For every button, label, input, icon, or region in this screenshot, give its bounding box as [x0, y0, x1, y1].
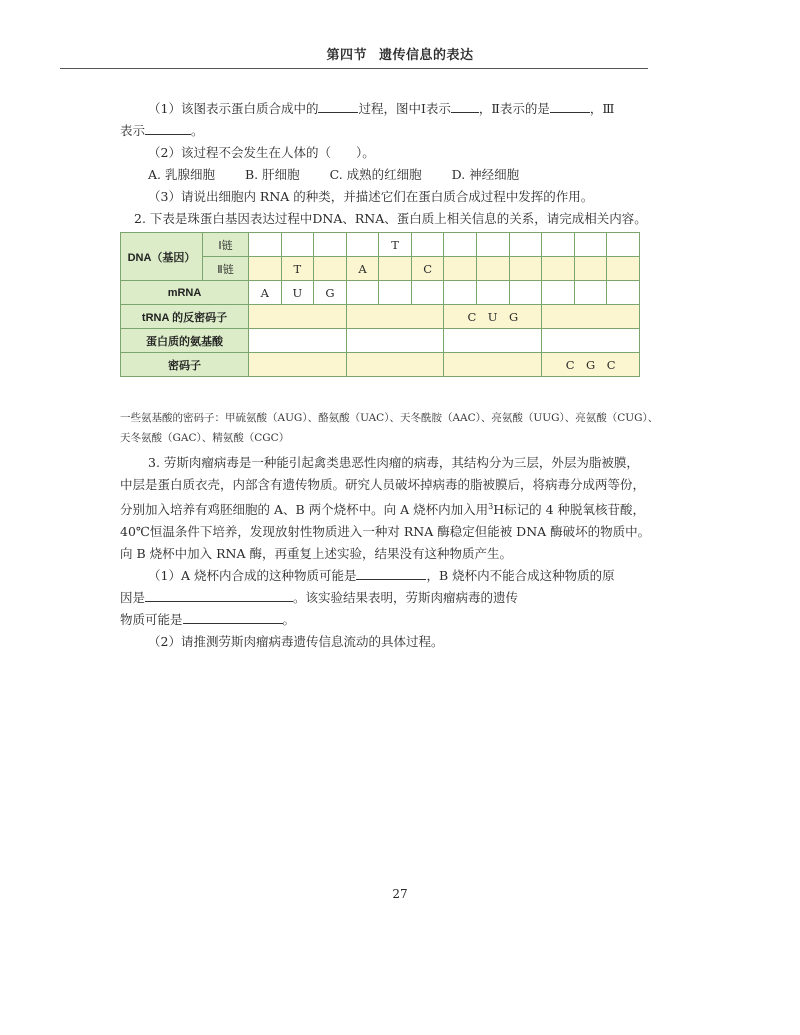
codon-note: 一些氨基酸的密码子：甲硫氨酸（AUG）、酪氨酸（UAC）、天冬酰胺（AAC）、亮氨酸（UUG）、亮氨酸（CUG）、 天冬氨酸（GAC）、精氨酸（CGC）: [120, 412, 659, 444]
table-cell[interactable]: [346, 281, 379, 305]
answer-blank: [356, 565, 426, 580]
table-cell[interactable]: [509, 257, 542, 281]
table-cell[interactable]: [444, 329, 542, 353]
page-number: 27: [392, 887, 408, 901]
table-cell[interactable]: [542, 233, 575, 257]
table-cell[interactable]: C G C: [542, 353, 640, 377]
table-cell[interactable]: [444, 281, 477, 305]
codon-label: 密码子: [121, 353, 249, 377]
amino-acid-label: 蛋白质的氨基酸: [121, 329, 249, 353]
answer-blank: [145, 587, 293, 602]
table-cell[interactable]: [542, 257, 575, 281]
table-cell[interactable]: [346, 353, 444, 377]
table-cell[interactable]: [314, 233, 347, 257]
table-cell[interactable]: [379, 281, 412, 305]
table-cell[interactable]: [607, 281, 640, 305]
table-cell[interactable]: G: [314, 281, 347, 305]
table-cell[interactable]: [509, 281, 542, 305]
option-b: B. 肝细胞: [244, 167, 300, 182]
section-number: 第四节: [326, 48, 367, 63]
table-cell[interactable]: [444, 257, 477, 281]
table-cell[interactable]: [314, 257, 347, 281]
table-cell[interactable]: U: [281, 281, 314, 305]
question-3: 3. 劳斯肉瘤病毒是一种能引起禽类患恶性肉瘤的病毒，其结构分为三层，外层为脂被膜， 中层是蛋白质衣壳，内部含有遗传物质。研究人员破坏掉病毒的脂被膜后，将病毒分成两等份， 分别加入培养有鸡胚细胞的 A、B 两个烧杯中。向 A 烧杯内加入用$^3$H标记的 4 种脱氧核苷酸， 40℃恒温条件下培养，发现放射性物质进入一种对 RNA 酶稳定但能被 DNA 酶破坏的物质中。 向 B 烧杯中加入 RNA 酶，再重复上述实验，结果没有这种物质产生。 （1）A 烧杯内合成的这种物质可能是 ，B 烧杯内不能合成这种物质的原 因是 。该实验结果表明，劳斯肉瘤病毒的遗传 物质可能是 。 （2）请推测劳斯肉瘤病毒遗传信息流动的具体过程。: [120, 452, 660, 653]
answer-blank: [451, 98, 479, 113]
table-cell[interactable]: [574, 281, 607, 305]
option-c: C. 成熟的红细胞: [329, 167, 422, 182]
table-cell[interactable]: A: [346, 257, 379, 281]
header-rule: [60, 68, 648, 69]
q1-line-3: （2）该过程不会发生在人体的（ ）。: [148, 145, 375, 160]
trna-label: tRNA 的反密码子: [121, 305, 249, 329]
table-cell[interactable]: [249, 353, 347, 377]
table-cell[interactable]: [542, 281, 575, 305]
table-cell[interactable]: C: [411, 257, 444, 281]
table-cell[interactable]: [346, 305, 444, 329]
table-cell[interactable]: T: [379, 233, 412, 257]
table-cell[interactable]: A: [249, 281, 282, 305]
answer-blank: [318, 98, 358, 113]
table-cell[interactable]: [444, 353, 542, 377]
q1-line-5: （3）请说出细胞内 RNA 的种类，并描述它们在蛋白质合成过程中发挥的作用。: [148, 189, 594, 204]
q1-line-2: 表示 。: [120, 120, 660, 142]
table-cell[interactable]: [346, 233, 379, 257]
table-cell[interactable]: [249, 305, 347, 329]
table-cell[interactable]: [379, 257, 412, 281]
mrna-label: mRNA: [121, 281, 249, 305]
strand-2-label: Ⅱ链: [203, 257, 249, 281]
table-cell[interactable]: [477, 257, 510, 281]
table-cell[interactable]: [477, 281, 510, 305]
table-cell[interactable]: [411, 281, 444, 305]
table-cell[interactable]: T: [281, 257, 314, 281]
table-cell[interactable]: [509, 233, 542, 257]
table-cell[interactable]: [477, 233, 510, 257]
table-cell[interactable]: [249, 233, 282, 257]
dna-label: DNA（基因）: [121, 233, 203, 281]
q3-sub-1: （1）A 烧杯内合成的这种物质可能是 ，B 烧杯内不能合成这种物质的原: [120, 565, 660, 587]
page-header: [0, 44, 800, 63]
table-row-dna-strand-1: [121, 233, 640, 257]
question-1: [120, 98, 660, 230]
table-cell[interactable]: [542, 305, 640, 329]
table-cell[interactable]: [542, 329, 640, 353]
strand-1-label: Ⅰ链: [203, 233, 249, 257]
table-cell[interactable]: [444, 233, 477, 257]
q1-line-1: （1）该图表示蛋白质合成中的 过程，图中Ⅰ表示 ，Ⅱ表示的是 ，Ⅲ: [120, 98, 660, 120]
gene-expression-table: [120, 232, 640, 377]
table-cell[interactable]: [574, 233, 607, 257]
table-cell[interactable]: [411, 233, 444, 257]
section-title: 遗传信息的表达: [379, 48, 474, 63]
question-2-stem: 2. 下表是珠蛋白基因表达过程中DNA、RNA、蛋白质上相关信息的关系，请完成相关内容。: [134, 211, 647, 226]
answer-blank: [550, 98, 590, 113]
table-cell[interactable]: [249, 329, 347, 353]
table-cell[interactable]: [346, 329, 444, 353]
table-cell[interactable]: [574, 257, 607, 281]
q1-options: [120, 164, 660, 186]
option-a: A. 乳腺细胞: [148, 167, 215, 182]
option-d: D. 神经细胞: [451, 167, 520, 182]
table-cell[interactable]: [281, 233, 314, 257]
table-cell[interactable]: [607, 257, 640, 281]
table-row-amino-acid: [121, 329, 640, 353]
table-cell[interactable]: C U G: [444, 305, 542, 329]
table-row-trna: [121, 305, 640, 329]
q3-sub-2: （2）请推测劳斯肉瘤病毒遗传信息流动的具体过程。: [148, 634, 444, 650]
answer-blank: [183, 609, 283, 624]
table-cell[interactable]: [249, 257, 282, 281]
answer-blank: [145, 120, 191, 135]
table-row-codon: [121, 353, 640, 377]
table-cell[interactable]: [607, 233, 640, 257]
table-row-mrna: [121, 281, 640, 305]
